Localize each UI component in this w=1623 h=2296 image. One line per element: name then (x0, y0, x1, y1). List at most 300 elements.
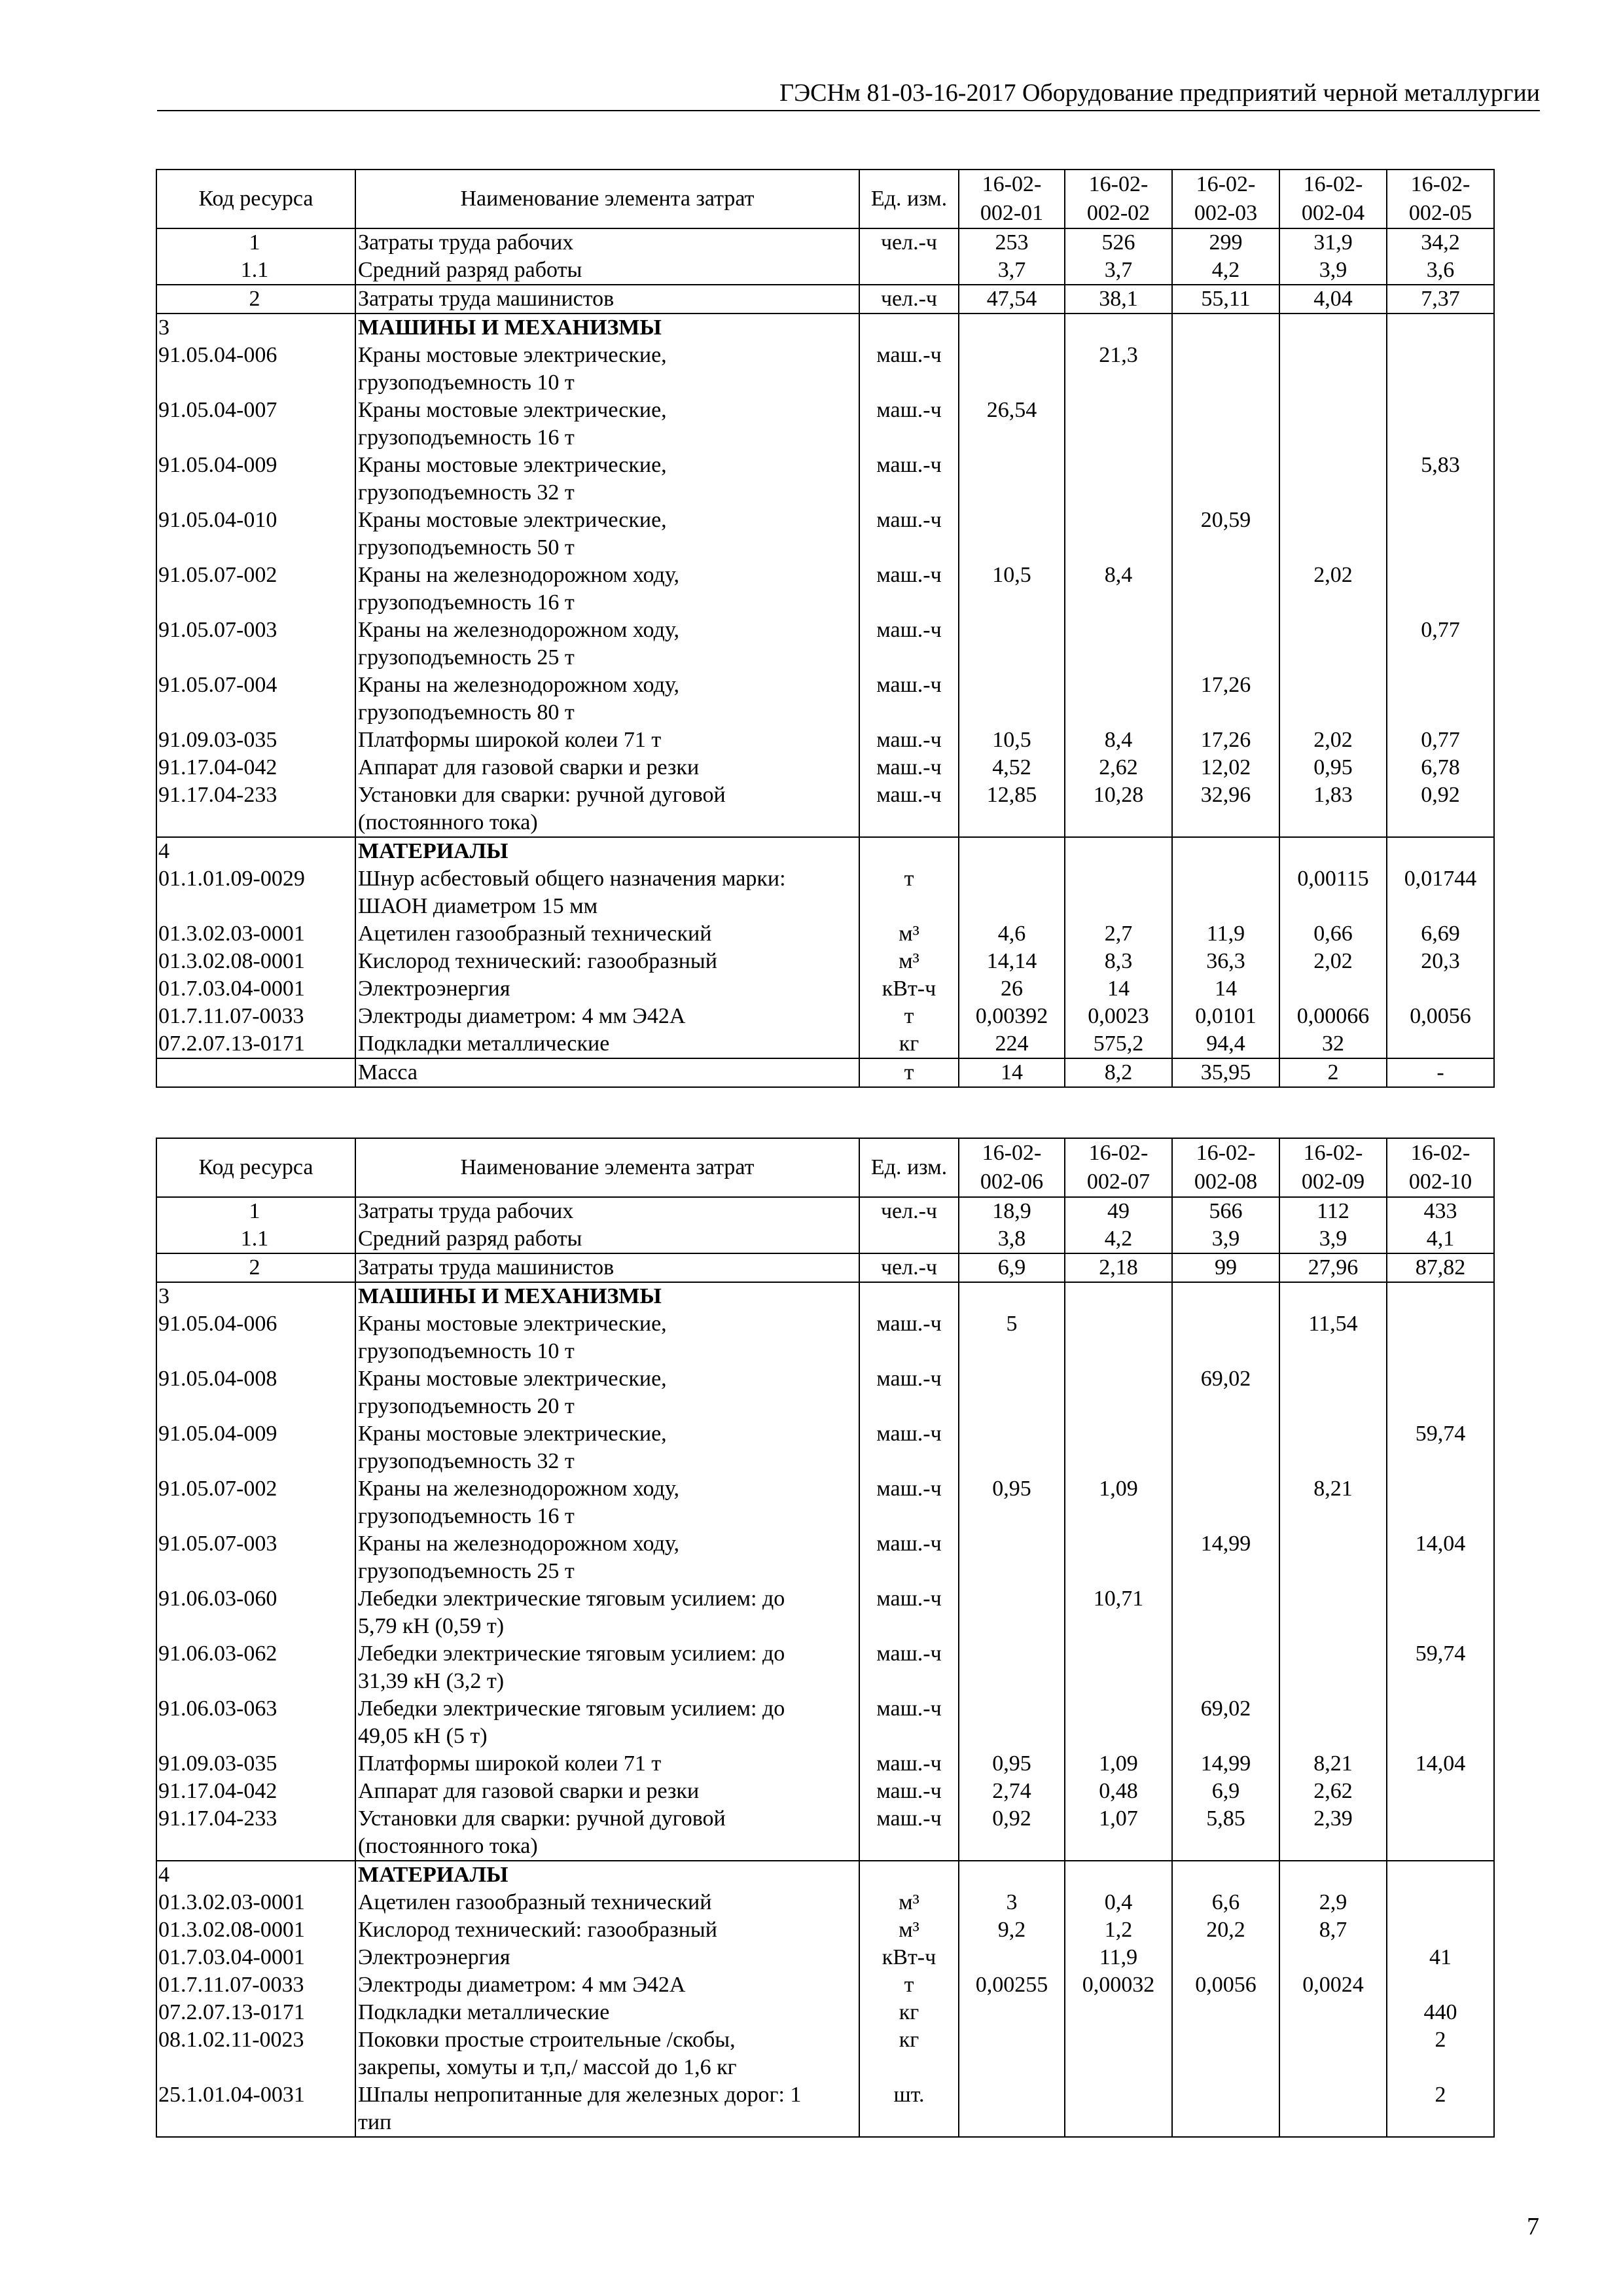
value-cell: 2,9 (1279, 1889, 1387, 1916)
resource-name (355, 1365, 859, 1420)
value-cell: 5 (959, 1310, 1065, 1365)
value-cell (1065, 617, 1172, 672)
resource-name-line: Средний разряд работы (358, 258, 582, 282)
resource-name (355, 314, 859, 342)
value-cell (959, 1640, 1065, 1695)
table-row (156, 507, 1494, 562)
table-row (156, 1030, 1494, 1058)
value-cell (1279, 342, 1387, 397)
resource-code: 3 (156, 314, 355, 342)
value-cell (959, 2026, 1065, 2081)
resource-name (355, 1805, 859, 1861)
value-cell (1279, 452, 1387, 507)
value-cell (1172, 2081, 1279, 2137)
value-cell: 14,99 (1172, 1530, 1279, 1585)
resource-name-line: Краны на железнодорожном ходу, (358, 563, 679, 587)
resource-name-line: грузоподъемность 25 т (358, 645, 575, 670)
value-cell (1387, 1310, 1494, 1365)
column-header-name: Наименование элемента затрат (355, 170, 859, 228)
value-cell (1387, 507, 1494, 562)
value-cell: 31,9 (1279, 228, 1387, 257)
resource-name-line: Краны на железнодорожном ходу, (358, 618, 679, 642)
table-row (156, 1310, 1494, 1365)
unit-cell: маш.-ч (859, 1530, 959, 1585)
unit-cell: маш.-ч (859, 1695, 959, 1750)
value-cell: 440 (1387, 1999, 1494, 2026)
table-row (156, 837, 1494, 865)
value-cell (1172, 1861, 1279, 1889)
table-row (156, 726, 1494, 754)
value-cell: 0,00032 (1065, 1971, 1172, 1999)
value-cell (959, 837, 1065, 865)
table-row (156, 1861, 1494, 1889)
value-cell (959, 452, 1065, 507)
column-header-code-4: 16-02- 002-09 (1279, 1138, 1387, 1197)
value-cell: 10,71 (1065, 1585, 1172, 1640)
resource-code: 01.3.02.08-0001 (156, 1916, 355, 1944)
value-cell (1065, 1861, 1172, 1889)
resource-name (355, 1695, 859, 1750)
value-cell (1387, 1916, 1494, 1944)
resource-name-line: Затраты труда машинистов (358, 1255, 615, 1280)
resource-code: 4 (156, 1861, 355, 1889)
value-cell (1172, 452, 1279, 507)
column-header-code-3: 16-02- 002-08 (1172, 1138, 1279, 1197)
unit-cell: маш.-ч (859, 1585, 959, 1640)
resource-name-line: МАШИНЫ И МЕХАНИЗМЫ (358, 315, 662, 340)
table-row (156, 1750, 1494, 1778)
resource-name (355, 1944, 859, 1971)
column-header-code-5: 16-02- 002-10 (1387, 1138, 1494, 1197)
value-cell: 59,74 (1387, 1420, 1494, 1475)
value-cell (1387, 397, 1494, 452)
resource-name (355, 920, 859, 948)
unit-cell (859, 1861, 959, 1889)
resource-name-line: грузоподъемность 16 т (358, 590, 575, 615)
resource-name-line: Платформы широкой колеи 71 т (358, 1751, 662, 1776)
value-cell: 26,54 (959, 397, 1065, 452)
value-cell: 0,95 (959, 1750, 1065, 1778)
resource-name-line: грузоподъемность 25 т (358, 1559, 575, 1583)
table-row (156, 1058, 1494, 1087)
unit-cell (859, 1225, 959, 1253)
value-cell: 8,2 (1065, 1058, 1172, 1087)
value-cell (1387, 1475, 1494, 1530)
value-cell: 20,3 (1387, 948, 1494, 975)
resource-name-line: Электроэнергия (358, 1945, 510, 1969)
value-cell (1387, 342, 1494, 397)
value-cell (1172, 314, 1279, 342)
resource-name (355, 1778, 859, 1805)
resource-name-line: Средний разряд работы (358, 1227, 582, 1251)
resource-code: 91.05.04-010 (156, 507, 355, 562)
resource-name (355, 397, 859, 452)
value-cell: 0,01744 (1387, 865, 1494, 920)
value-cell (1279, 397, 1387, 452)
value-cell: 0,92 (1387, 781, 1494, 837)
value-cell (1172, 1944, 1279, 1971)
column-header-unit: Ед. изм. (859, 170, 959, 228)
unit-cell: м³ (859, 920, 959, 948)
unit-cell: маш.-ч (859, 754, 959, 781)
table-row (156, 865, 1494, 920)
unit-cell (859, 257, 959, 285)
value-cell (1172, 1282, 1279, 1310)
value-cell: 1,2 (1065, 1916, 1172, 1944)
resource-name-line: (постоянного тока) (358, 810, 538, 834)
resource-code: 2 (156, 1253, 355, 1282)
value-cell: 55,11 (1172, 285, 1279, 314)
table-row (156, 781, 1494, 837)
value-cell (1279, 314, 1387, 342)
resource-name-line: грузоподъемность 10 т (358, 370, 575, 395)
value-cell (1172, 1585, 1279, 1640)
unit-cell: маш.-ч (859, 1475, 959, 1530)
resource-code: 25.1.01.04-0031 (156, 2081, 355, 2137)
resource-name-line: Краны мостовые электрические, (358, 343, 667, 367)
table-row (156, 1365, 1494, 1420)
value-cell: 0,0056 (1387, 1003, 1494, 1030)
resource-name (355, 452, 859, 507)
resource-code: 91.17.04-233 (156, 781, 355, 837)
value-cell: 10,5 (959, 726, 1065, 754)
value-cell: 17,26 (1172, 672, 1279, 726)
value-cell: 14 (1172, 975, 1279, 1003)
resource-code: 01.7.11.07-0033 (156, 1003, 355, 1030)
value-cell (1172, 1475, 1279, 1530)
table-row (156, 342, 1494, 397)
unit-cell: м³ (859, 948, 959, 975)
value-cell (1387, 672, 1494, 726)
column-header-unit: Ед. изм. (859, 1138, 959, 1197)
value-cell: 38,1 (1065, 285, 1172, 314)
value-cell (959, 1282, 1065, 1310)
value-cell: 35,95 (1172, 1058, 1279, 1087)
value-cell: 2 (1387, 2081, 1494, 2137)
resource-name-line: грузоподъемность 20 т (358, 1394, 575, 1418)
value-cell: 8,4 (1065, 562, 1172, 617)
column-header-code-5: 16-02- 002-05 (1387, 170, 1494, 228)
resource-name-line: Краны мостовые электрические, (358, 1367, 667, 1391)
resource-name-line: (постоянного тока) (358, 1834, 538, 1858)
value-cell (1172, 562, 1279, 617)
value-cell: 1,09 (1065, 1750, 1172, 1778)
value-cell: 0,0024 (1279, 1971, 1387, 1999)
value-cell (1172, 617, 1279, 672)
value-cell (1387, 1861, 1494, 1889)
resource-name (355, 1999, 859, 2026)
resource-name (355, 975, 859, 1003)
value-cell: 6,9 (1172, 1778, 1279, 1805)
value-cell: 8,7 (1279, 1916, 1387, 1944)
resource-name-line: ШАОН диаметром 15 мм (358, 894, 598, 918)
unit-cell: маш.-ч (859, 1778, 959, 1805)
value-cell: 32 (1279, 1030, 1387, 1058)
resource-name-line: Краны мостовые электрические, (358, 398, 667, 422)
value-cell (1172, 1420, 1279, 1475)
value-cell: 14 (959, 1058, 1065, 1087)
value-cell (1387, 1805, 1494, 1861)
resource-name-line: Аппарат для газовой сварки и резки (358, 755, 700, 780)
table-row (156, 1916, 1494, 1944)
table-row (156, 1585, 1494, 1640)
table-row (156, 1640, 1494, 1695)
value-cell (1065, 1282, 1172, 1310)
value-cell: 8,3 (1065, 948, 1172, 975)
unit-cell: маш.-ч (859, 1750, 959, 1778)
resource-name-line: закрепы, хомуты и т,п,/ массой до 1,6 кг (358, 2055, 737, 2079)
value-cell: 47,54 (959, 285, 1065, 314)
value-cell: 2,02 (1279, 726, 1387, 754)
resource-name-line: 5,79 кН (0,59 т) (358, 1614, 505, 1638)
value-cell: 2 (1279, 1058, 1387, 1087)
resource-name (355, 285, 859, 314)
value-cell: 10,5 (959, 562, 1065, 617)
unit-cell: кВт-ч (859, 975, 959, 1003)
resource-code: 91.05.07-003 (156, 1530, 355, 1585)
unit-cell (859, 837, 959, 865)
resource-code: 1 (156, 1197, 355, 1225)
resource-name (355, 1225, 859, 1253)
value-cell: 5,83 (1387, 452, 1494, 507)
value-cell: 27,96 (1279, 1253, 1387, 1282)
value-cell (1065, 1695, 1172, 1750)
resource-code: 2 (156, 285, 355, 314)
value-cell: 3,9 (1279, 1225, 1387, 1253)
resource-name-line: Установки для сварки: ручной дуговой (358, 783, 726, 807)
resource-name-line: грузоподъемность 16 т (358, 425, 575, 450)
value-cell: 14,14 (959, 948, 1065, 975)
resource-code: 91.05.07-002 (156, 562, 355, 617)
resource-name-line: Краны мостовые электрические, (358, 453, 667, 477)
value-cell (959, 507, 1065, 562)
resource-name-line: Краны на железнодорожном ходу, (358, 673, 679, 697)
value-cell (1279, 1999, 1387, 2026)
table-row (156, 1999, 1494, 2026)
value-cell: 3,9 (1172, 1225, 1279, 1253)
value-cell (1065, 397, 1172, 452)
resource-name (355, 754, 859, 781)
value-cell (959, 1944, 1065, 1971)
value-cell: 4,6 (959, 920, 1065, 948)
resource-name (355, 1310, 859, 1365)
value-cell: 21,3 (1065, 342, 1172, 397)
unit-cell: шт. (859, 2081, 959, 2137)
value-cell (959, 342, 1065, 397)
table-header-row (156, 1138, 1494, 1197)
value-cell: 36,3 (1172, 948, 1279, 975)
resource-name (355, 1861, 859, 1889)
column-header-code-4: 16-02- 002-04 (1279, 170, 1387, 228)
resource-name-line: Кислород технический: газообразный (358, 1918, 717, 1942)
value-cell: 299 (1172, 228, 1279, 257)
resource-code: 07.2.07.13-0171 (156, 1030, 355, 1058)
value-cell: 49 (1065, 1197, 1172, 1225)
table-row (156, 1225, 1494, 1253)
resource-name-line: МАТЕРИАЛЫ (358, 1863, 508, 1887)
table-row (156, 1778, 1494, 1805)
unit-cell: маш.-ч (859, 726, 959, 754)
unit-cell: м³ (859, 1889, 959, 1916)
value-cell: 2 (1387, 2026, 1494, 2081)
value-cell (1279, 2026, 1387, 2081)
value-cell: 5,85 (1172, 1805, 1279, 1861)
table-row (156, 1475, 1494, 1530)
value-cell: 224 (959, 1030, 1065, 1058)
resource-name (355, 257, 859, 285)
resource-code: 91.05.04-009 (156, 1420, 355, 1475)
resource-name-line: Ацетилен газообразный технический (358, 922, 712, 946)
value-cell: - (1387, 1058, 1494, 1087)
value-cell: 4,2 (1065, 1225, 1172, 1253)
value-cell (1279, 672, 1387, 726)
column-header-code-1: 16-02- 002-06 (959, 1138, 1065, 1197)
resource-code: 01.3.02.03-0001 (156, 920, 355, 948)
resource-name-line: Аппарат для газовой сварки и резки (358, 1779, 700, 1803)
column-header-code-2: 16-02- 002-07 (1065, 1138, 1172, 1197)
value-cell (1279, 1282, 1387, 1310)
value-cell: 34,2 (1387, 228, 1494, 257)
resource-name-line: Подкладки металлические (358, 1031, 610, 1056)
table-body (156, 228, 1494, 1087)
value-cell (1172, 2026, 1279, 2081)
value-cell: 6,6 (1172, 1889, 1279, 1916)
value-cell: 10,28 (1065, 781, 1172, 837)
resource-code: 91.05.04-006 (156, 1310, 355, 1365)
value-cell: 253 (959, 228, 1065, 257)
column-header-code-2: 16-02- 002-02 (1065, 170, 1172, 228)
resource-code: 91.05.07-003 (156, 617, 355, 672)
resource-name (355, 1030, 859, 1058)
resource-name-line: Кислород технический: газообразный (358, 949, 717, 973)
resource-name-line: грузоподъемность 16 т (358, 1504, 575, 1528)
value-cell (1065, 2081, 1172, 2137)
resource-name (355, 1530, 859, 1585)
resource-name (355, 2026, 859, 2081)
value-cell: 3,7 (959, 257, 1065, 285)
value-cell: 0,4 (1065, 1889, 1172, 1916)
page-header: ГЭСНм 81-03-16-2017 Оборудование предприятий черной металлургии (157, 77, 1540, 111)
resource-name-line: грузоподъемность 80 т (358, 700, 575, 725)
value-cell (1172, 1640, 1279, 1695)
resource-code: 01.7.03.04-0001 (156, 1944, 355, 1971)
resource-name (355, 726, 859, 754)
table-row (156, 562, 1494, 617)
resource-code: 91.06.03-062 (156, 1640, 355, 1695)
value-cell (1065, 1365, 1172, 1420)
column-header-code: Код ресурса (156, 170, 355, 228)
resource-name-line: Лебедки электрические тяговым усилием: до (358, 1587, 785, 1611)
resource-name (355, 1058, 859, 1087)
value-cell: 4,04 (1279, 285, 1387, 314)
value-cell: 0,66 (1279, 920, 1387, 948)
value-cell: 3,8 (959, 1225, 1065, 1253)
value-cell: 2,62 (1279, 1778, 1387, 1805)
unit-cell: кг (859, 1030, 959, 1058)
table-row (156, 228, 1494, 257)
resource-code: 91.06.03-060 (156, 1585, 355, 1640)
table-row (156, 397, 1494, 452)
value-cell: 6,78 (1387, 754, 1494, 781)
resource-code (156, 1058, 355, 1087)
value-cell: 20,59 (1172, 507, 1279, 562)
resource-name-line: Затраты труда рабочих (358, 230, 574, 255)
resource-code: 91.06.03-063 (156, 1695, 355, 1750)
resource-name-line: Лебедки электрические тяговым усилием: до (358, 1641, 785, 1666)
table-row (156, 1805, 1494, 1861)
value-cell: 4,52 (959, 754, 1065, 781)
value-cell: 11,9 (1065, 1944, 1172, 1971)
table-row (156, 2081, 1494, 2137)
value-cell: 0,48 (1065, 1778, 1172, 1805)
resource-code: 08.1.02.11-0023 (156, 2026, 355, 2081)
value-cell (1065, 507, 1172, 562)
column-header-code-1: 16-02- 002-01 (959, 170, 1065, 228)
value-cell: 0,95 (959, 1475, 1065, 1530)
resource-code: 91.05.04-008 (156, 1365, 355, 1420)
value-cell: 99 (1172, 1253, 1279, 1282)
value-cell (1387, 562, 1494, 617)
resource-name (355, 342, 859, 397)
value-cell: 2,02 (1279, 562, 1387, 617)
unit-cell: кг (859, 2026, 959, 2081)
resource-name-line: Ацетилен газообразный технический (358, 1890, 712, 1914)
resource-code: 01.1.01.09-0029 (156, 865, 355, 920)
resource-code: 01.3.02.03-0001 (156, 1889, 355, 1916)
table-row (156, 2026, 1494, 2081)
value-cell: 433 (1387, 1197, 1494, 1225)
resource-name-line: Краны мостовые электрические, (358, 1312, 667, 1336)
resource-name (355, 1750, 859, 1778)
value-cell (1387, 1585, 1494, 1640)
value-cell: 526 (1065, 228, 1172, 257)
value-cell: 2,62 (1065, 754, 1172, 781)
value-cell: 8,4 (1065, 726, 1172, 754)
value-cell (1279, 1365, 1387, 1420)
value-cell: 11,54 (1279, 1310, 1387, 1365)
value-cell (1387, 314, 1494, 342)
value-cell: 20,2 (1172, 1916, 1279, 1944)
unit-cell: маш.-ч (859, 397, 959, 452)
unit-cell: маш.-ч (859, 1640, 959, 1695)
resource-name (355, 2081, 859, 2137)
resource-name-line: Платформы широкой колеи 71 т (358, 728, 662, 752)
value-cell: 9,2 (959, 1916, 1065, 1944)
resource-name-line: Электроды диаметром: 4 мм Э42А (358, 1973, 686, 1997)
resource-name-line: Краны на железнодорожном ходу, (358, 1477, 679, 1501)
resource-table-2 (156, 1138, 1495, 2138)
value-cell: 3 (959, 1889, 1065, 1916)
value-cell: 0,00255 (959, 1971, 1065, 1999)
unit-cell: чел.-ч (859, 228, 959, 257)
value-cell: 0,77 (1387, 617, 1494, 672)
table-row (156, 1253, 1494, 1282)
value-cell: 1,09 (1065, 1475, 1172, 1530)
value-cell (1172, 1310, 1279, 1365)
resource-name-line: грузоподъемность 32 т (358, 1449, 575, 1473)
value-cell: 12,85 (959, 781, 1065, 837)
unit-cell: маш.-ч (859, 617, 959, 672)
value-cell: 1,07 (1065, 1805, 1172, 1861)
value-cell: 59,74 (1387, 1640, 1494, 1695)
unit-cell: м³ (859, 1916, 959, 1944)
value-cell: 0,95 (1279, 754, 1387, 781)
table-row (156, 1971, 1494, 1999)
value-cell: 0,00115 (1279, 865, 1387, 920)
resource-name-line: грузоподъемность 10 т (358, 1339, 575, 1363)
value-cell (1172, 1999, 1279, 2026)
value-cell: 112 (1279, 1197, 1387, 1225)
